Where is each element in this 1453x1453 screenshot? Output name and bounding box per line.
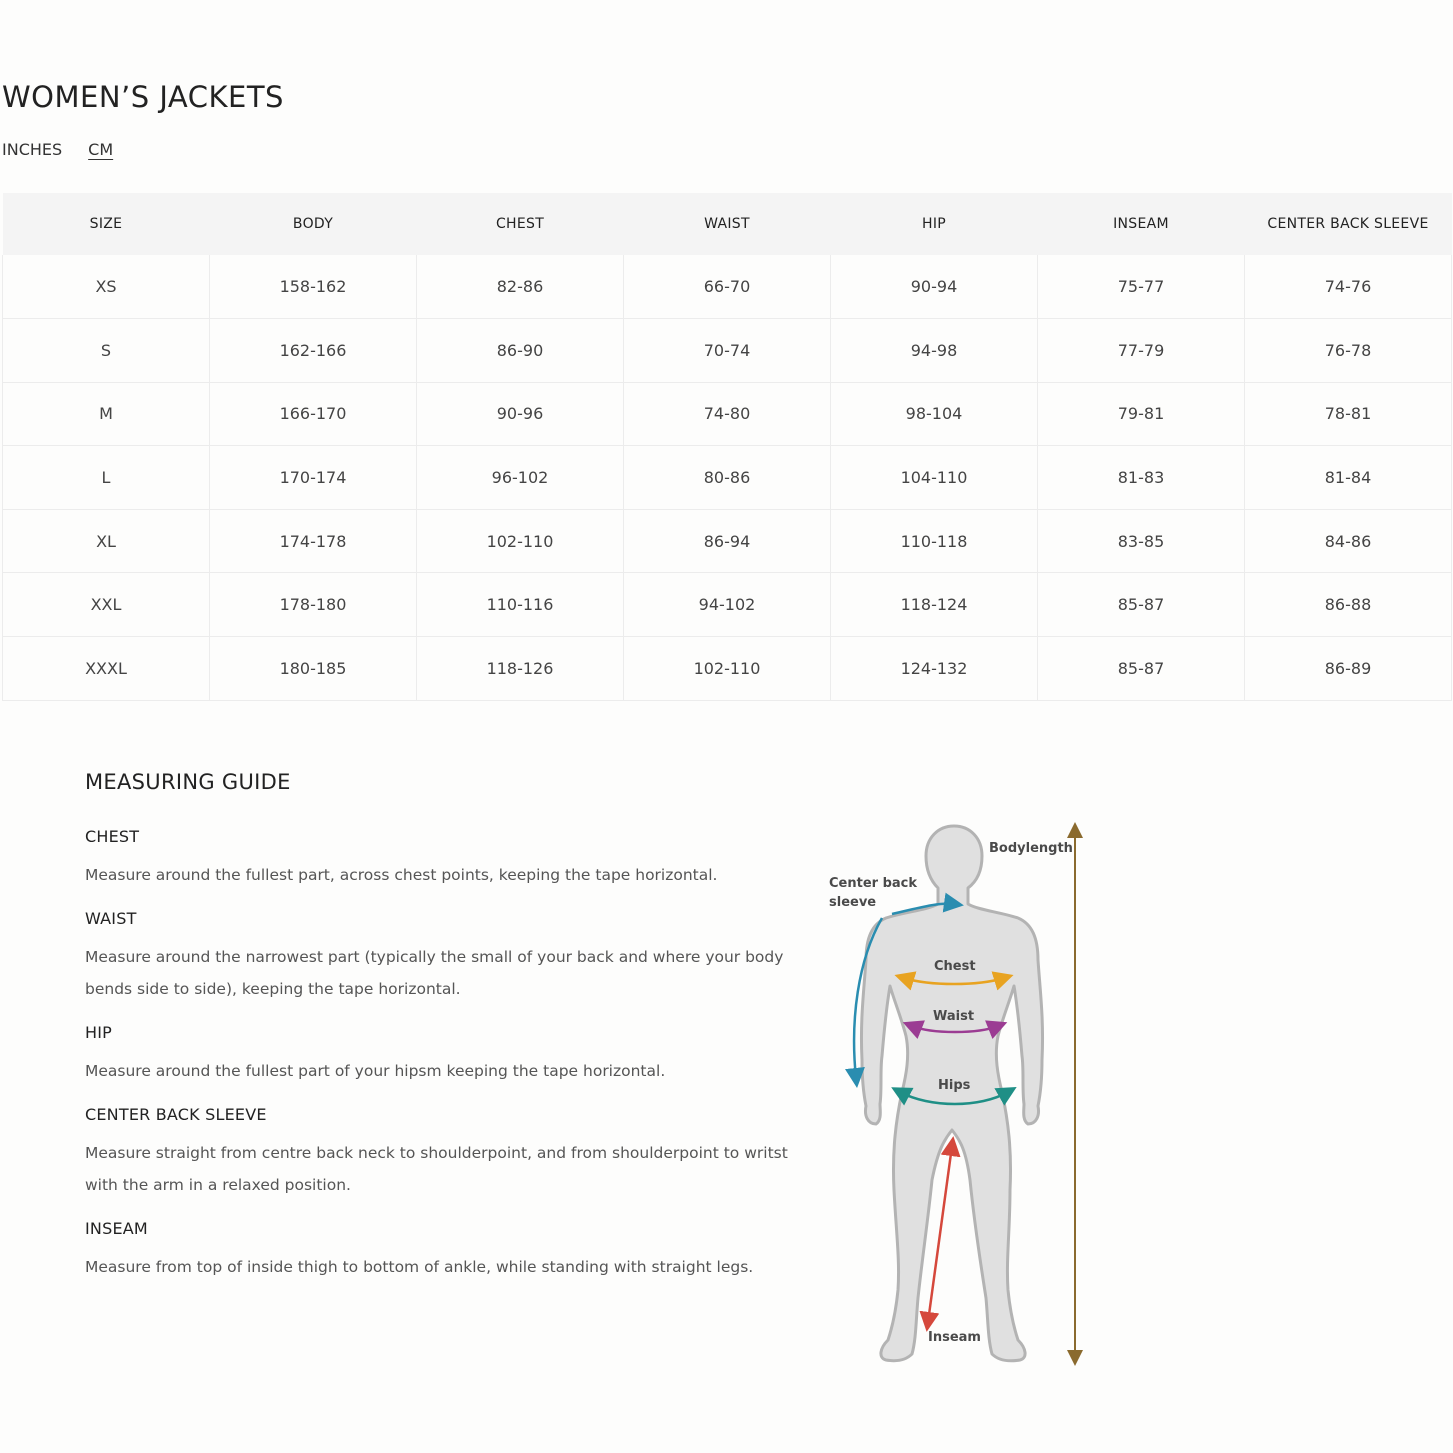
- guide-heading: INSEAM: [85, 1219, 148, 1238]
- table-cell: 104-110: [831, 446, 1038, 510]
- guide-item-hip: [85, 1023, 805, 1087]
- bodylength-label: Bodylength: [989, 841, 1073, 856]
- body-measurement-figure: [820, 820, 1090, 1380]
- table-cell: 124-132: [831, 637, 1038, 701]
- table-cell: 70-74: [624, 319, 831, 383]
- body-silhouette: [861, 826, 1042, 1361]
- guide-heading: CENTER BACK SLEEVE: [85, 1105, 267, 1124]
- guide-text: Measure around the fullest part, across chest points, keeping the tape horizontal.: [85, 866, 718, 884]
- guide-text: Measure around the narrowest part (typically the small of your back and where your body bends side to side), keeping the tape horizontal.: [85, 948, 784, 998]
- unit-switch: [2, 140, 113, 159]
- table-cell: 170-174: [210, 446, 417, 510]
- table-cell: 96-102: [417, 446, 624, 510]
- table-row: [3, 255, 1452, 319]
- table-cell: 98-104: [831, 382, 1038, 446]
- col-header-size: SIZE: [3, 193, 210, 255]
- table-cell: XS: [3, 255, 210, 319]
- table-cell: 118-126: [417, 637, 624, 701]
- hips-label: Hips: [938, 1078, 971, 1093]
- table-cell: 86-88: [1245, 573, 1452, 637]
- table-cell: 75-77: [1038, 255, 1245, 319]
- guide-heading: CHEST: [85, 827, 140, 846]
- table-cell: 178-180: [210, 573, 417, 637]
- guide-text: Measure straight from centre back neck to shoulderpoint, and from shoulderpoint to writst with the arm in a relaxed position.: [85, 1144, 788, 1194]
- table-cell: XXL: [3, 573, 210, 637]
- col-header-inseam: INSEAM: [1038, 193, 1245, 255]
- guide-item-center-back-sleeve: [85, 1105, 805, 1201]
- col-header-chest: CHEST: [417, 193, 624, 255]
- table-row: [3, 446, 1452, 510]
- table-row: [3, 509, 1452, 573]
- table-cell: M: [3, 382, 210, 446]
- table-cell: 102-110: [624, 637, 831, 701]
- table-cell: 82-86: [417, 255, 624, 319]
- table-cell: L: [3, 446, 210, 510]
- table-cell: 86-94: [624, 509, 831, 573]
- table-cell: 74-80: [624, 382, 831, 446]
- table-cell: 94-102: [624, 573, 831, 637]
- guide-text: Measure from top of inside thigh to bottom of ankle, while standing with straight legs.: [85, 1258, 754, 1276]
- size-table: [2, 193, 1452, 701]
- guide-text: Measure around the fullest part of your hipsm keeping the tape horizontal.: [85, 1062, 666, 1080]
- table-cell: 80-86: [624, 446, 831, 510]
- unit-cm-tab[interactable]: CM: [88, 140, 114, 159]
- guide-title: MEASURING GUIDE: [85, 770, 291, 794]
- chest-label: Chest: [934, 959, 976, 974]
- table-cell: S: [3, 319, 210, 383]
- table-cell: 81-83: [1038, 446, 1245, 510]
- table-cell: 86-89: [1245, 637, 1452, 701]
- guide-heading: HIP: [85, 1023, 112, 1042]
- table-cell: 110-118: [831, 509, 1038, 573]
- table-cell: 74-76: [1245, 255, 1452, 319]
- table-cell: 102-110: [417, 509, 624, 573]
- center-back-label-line2: sleeve: [829, 895, 877, 910]
- col-header-body: BODY: [210, 193, 417, 255]
- table-cell: 90-96: [417, 382, 624, 446]
- table-cell: 166-170: [210, 382, 417, 446]
- center-back-label-line1: Center back: [829, 876, 918, 891]
- guide-item-chest: [85, 827, 805, 891]
- table-cell: 118-124: [831, 573, 1038, 637]
- table-row: [3, 319, 1452, 383]
- inseam-label: Inseam: [928, 1330, 981, 1345]
- table-cell: 180-185: [210, 637, 417, 701]
- table-cell: 76-78: [1245, 319, 1452, 383]
- waist-label: Waist: [933, 1009, 975, 1024]
- guide-heading: WAIST: [85, 909, 137, 928]
- table-cell: 79-81: [1038, 382, 1245, 446]
- table-cell: 158-162: [210, 255, 417, 319]
- measuring-guide: [85, 770, 805, 1301]
- table-cell: 84-86: [1245, 509, 1452, 573]
- table-cell: XXXL: [3, 637, 210, 701]
- table-cell: 85-87: [1038, 573, 1245, 637]
- table-cell: 110-116: [417, 573, 624, 637]
- col-header-waist: WAIST: [624, 193, 831, 255]
- table-cell: 86-90: [417, 319, 624, 383]
- table-header-row: [3, 193, 1452, 255]
- table-cell: 162-166: [210, 319, 417, 383]
- table-cell: 81-84: [1245, 446, 1452, 510]
- unit-inches-tab[interactable]: INCHES: [2, 140, 63, 159]
- table-row: [3, 382, 1452, 446]
- table-cell: 174-178: [210, 509, 417, 573]
- table-cell: 85-87: [1038, 637, 1245, 701]
- table-cell: 78-81: [1245, 382, 1452, 446]
- table-cell: 94-98: [831, 319, 1038, 383]
- guide-item-inseam: [85, 1219, 805, 1283]
- body-figure-svg: [820, 820, 1090, 1380]
- table-cell: 77-79: [1038, 319, 1245, 383]
- col-header-hip: HIP: [831, 193, 1038, 255]
- col-header-center-back-sleeve: CENTER BACK SLEEVE: [1245, 193, 1452, 255]
- table-row: [3, 637, 1452, 701]
- table-cell: 90-94: [831, 255, 1038, 319]
- table-cell: XL: [3, 509, 210, 573]
- table-cell: 83-85: [1038, 509, 1245, 573]
- page-title: WOMEN’S JACKETS: [2, 80, 284, 114]
- guide-item-waist: [85, 909, 805, 1005]
- table-cell: 66-70: [624, 255, 831, 319]
- table-row: [3, 573, 1452, 637]
